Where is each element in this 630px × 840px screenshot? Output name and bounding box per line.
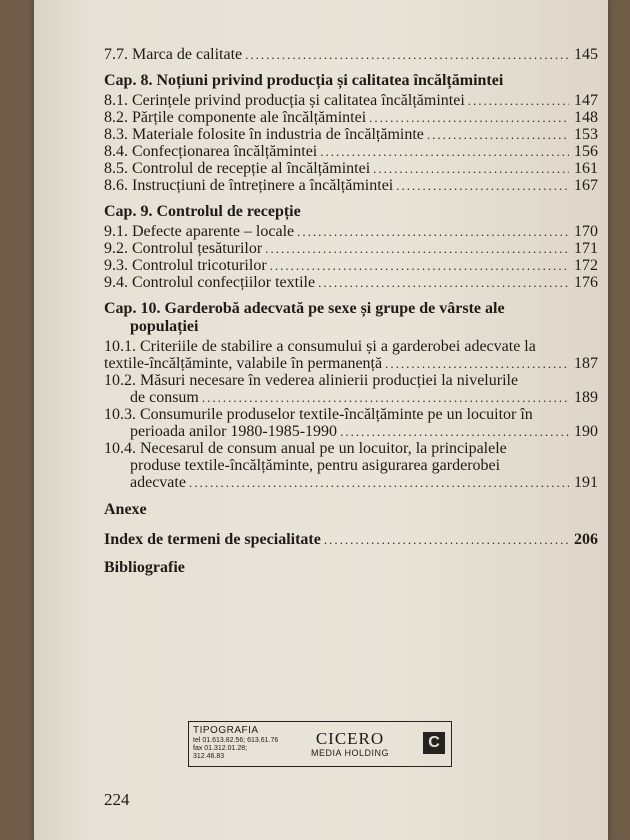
toc-entry-8-5: 8.5. Controlul de recepție al încălțămintei ..... 161 [104,160,598,177]
toc-entry-8-4: 8.4. Confecționarea încălțămintei ..... 156 [104,143,598,160]
printer-stamp: TIPOGRAFIA tel 01.613.82.56; 613.61.76 fax 01.312.01.28; 312.46.83 CICERO MEDIA HOLDING C [188,721,452,767]
bibliografie-heading: Bibliografie [104,559,185,576]
toc-entry-9-2: 9.2. Controlul țesăturilor ..... 171 [104,240,598,257]
chapter-10-heading-cont: populației [130,318,199,335]
book-page [34,0,608,840]
toc-entry-8-3: 8.3. Materiale folosite în industria de încălțăminte ..... 153 [104,126,598,143]
toc-entry-10-4: 10.4. Necesarul de consum anual pe un locuitor, la principalele produse textile-încălțăminte, pentru asigurarea garderobei adecvate ..... 191 [104,440,598,491]
table-of-contents [104,46,598,579]
toc-entry-9-3: 9.3. Controlul tricoturilor ..... 172 [104,257,598,274]
toc-entry-7-7: 7.7. Marca de calitate ..... 145 [104,46,598,63]
toc-entry-10-1: 10.1. Criteriile de stabilire a consumului și a garderobei adecvate la textile-încălțăminte, valabile în permanență ..... 187 [104,338,598,372]
chapter-8-heading: Cap. 8. Noțiuni privind producția și calitatea încălțămintei [104,72,504,89]
toc-entry-8-6: 8.6. Instrucțiuni de întreținere a încălțămintei ..... 167 [104,177,598,194]
toc-entry-8-1: 8.1. Cerințele privind producția și calitatea încălțămintei ..... 147 [104,92,598,109]
toc-entry-8-2: 8.2. Părțile componente ale încălțămintei ..... 148 [104,109,598,126]
cicero-logo-icon: C [423,732,445,754]
chapter-10-heading: Cap. 10. Garderobă adecvată pe sexe și grupe de vârste ale [104,300,505,317]
chapter-9-heading: Cap. 9. Controlul de recepție [104,203,301,220]
toc-entry-9-1: 9.1. Defecte aparente – locale ..... 170 [104,223,598,240]
toc-entry-10-2: 10.2. Măsuri necesare în vederea alinierii producției la nivelurile de consum ..... 189 [104,372,598,406]
page-number: 224 [104,790,130,809]
index-heading: Index de termeni de specialitate ..... 206 [104,531,598,549]
anexe-heading: Anexe [104,501,147,518]
toc-entry-9-4: 9.4. Controlul confecțiilor textile ..... 176 [104,274,598,291]
toc-entry-10-3: 10.3. Consumurile produselor textile-încălțăminte pe un locuitor în perioada anilor 1980-1985-1990 ..... 190 [104,406,598,440]
